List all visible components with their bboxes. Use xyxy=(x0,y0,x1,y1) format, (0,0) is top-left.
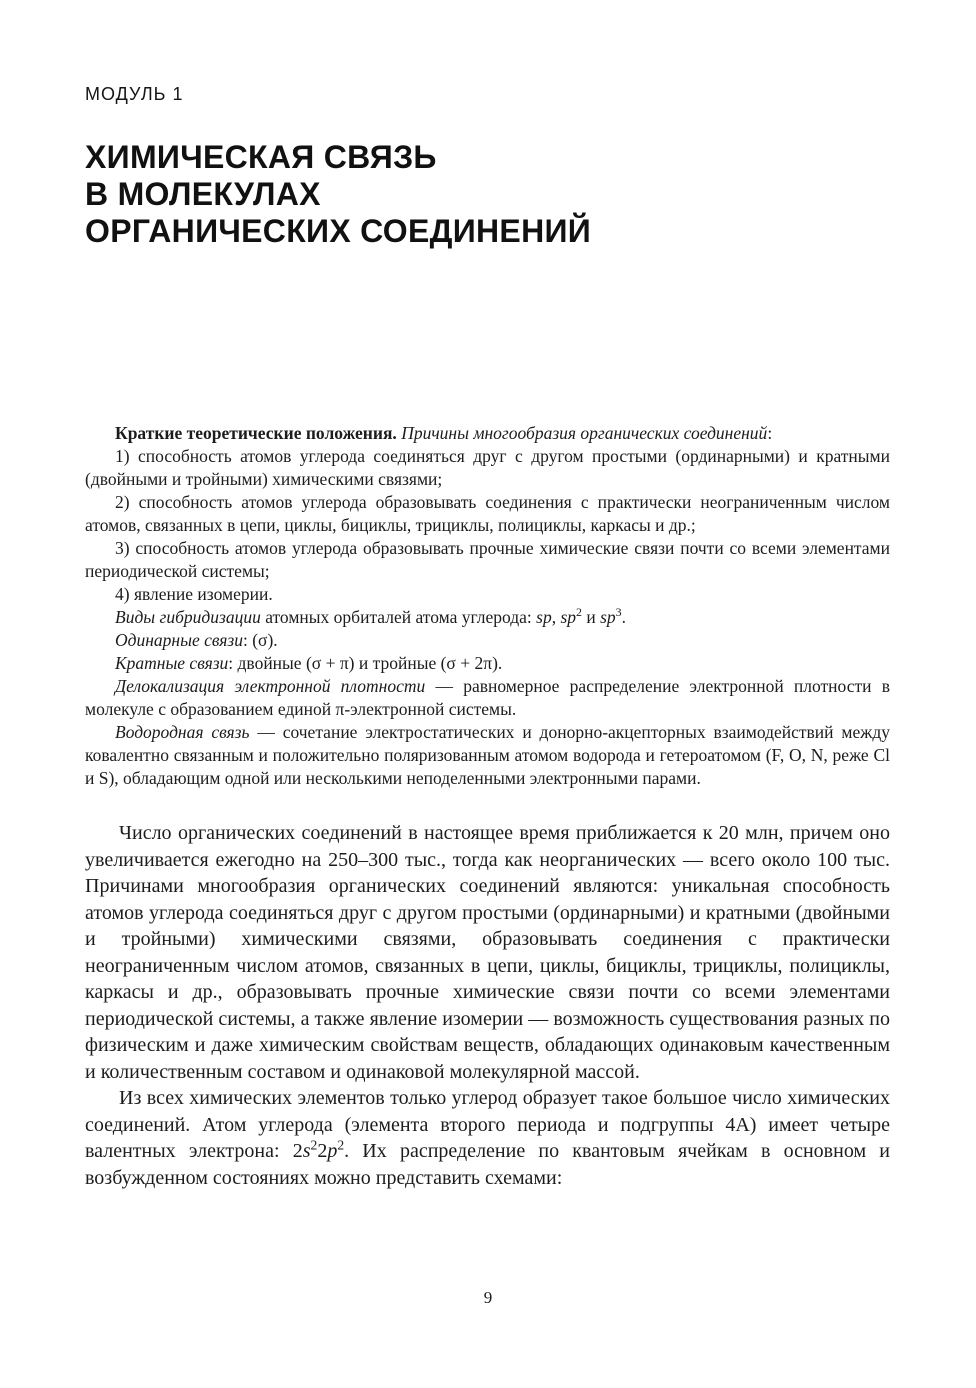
body-paragraph-1: Число органических соединений в настоящее время приближается к 20 млн, причем оно увеличивается ежегодно на 250–300 тыс., тогда как неорганических — всего около 100 тыс. Причинами многообразия органических соединений являются: уникальная способность атомов углерода соединяться друг с другом простыми (ординарными) и кратными (двойными и тройными) химическими связями, образовывать соединения с практически неограниченным числом атомов, связанных в цепи, циклы, бициклы, трициклы, полициклы, каркасы и др., образовывать прочные химические связи почти со всеми элементами периодической системы, а также явление изомерии — возможность существования разных по физическим и даже химическим свойствам веществ, обладающих одинаковым качественным и количественным составом и одинаковой молекулярной массой. xyxy=(85,822,890,1083)
body-section xyxy=(85,820,890,1191)
page-content xyxy=(85,0,890,1191)
theory-list-item-2: 2) способность атомов углерода образовывать соединения с практически неограниченным числом атомов, связанных в цепи, циклы, бициклы, трициклы, полициклы, каркасы и др.; xyxy=(85,492,890,535)
theory-list-item-1: 1) способность атомов углерода соединяться друг с другом простыми (ординарными) и кратными (двойными и тройными) химическими связями; xyxy=(85,446,890,489)
theory-delocalization: Делокализация электронной плотности — равномерное распределение электронной плотности в молекуле с образованием единой π-электронной системы. xyxy=(85,676,890,719)
module-label: МОДУЛЬ 1 xyxy=(85,84,184,104)
chapter-title-line-1: ХИМИЧЕСКАЯ СВЯЗЬ xyxy=(85,139,437,175)
chapter-title xyxy=(85,139,890,250)
body-paragraph-2: Из всех химических элементов только углерод образует такое большое число химических соединений. Атом углерода (элемента второго периода и подгруппы 4А) имеет четыре валентных электрона: $2s^22p^2$. Их распределение по квантовым ячейкам в основном и возбужденном состояниях можно представить схемами: xyxy=(85,1087,890,1189)
theory-intro: Краткие теоретические положения. Причины многообразия органических соединений: xyxy=(115,423,773,443)
theory-multiple-bonds: Кратные связи: двойные (σ + π) и тройные (σ + 2π). xyxy=(115,653,503,673)
theory-section xyxy=(85,422,890,790)
theory-hybridization: Виды гибридизации атомных орбиталей атома углерода: sp, $sp^2$ и $sp^3$. xyxy=(115,605,626,627)
theory-single-bonds: Одинарные связи: (σ). xyxy=(115,630,278,650)
chapter-title-line-2: В МОЛЕКУЛАХ xyxy=(85,176,321,212)
theory-list-item-3: 3) способность атомов углерода образовывать прочные химические связи почти со всеми элементами периодической системы; xyxy=(85,538,890,581)
page-number: 9 xyxy=(483,1288,493,1307)
theory-hydrogen-bond: Водородная связь — сочетание электростатических и донорно-акцепторных взаимодействий между ковалентно связанным и положительно поляризованным атомом водорода и гетероатомом (F, O, N, реже Cl и S), обладающим одной или несколькими неподеленными электронными парами. xyxy=(85,722,890,788)
chapter-title-line-3: ОРГАНИЧЕСКИХ СОЕДИНЕНИЙ xyxy=(85,213,592,249)
theory-list-item-4: 4) явление изомерии. xyxy=(115,584,273,604)
